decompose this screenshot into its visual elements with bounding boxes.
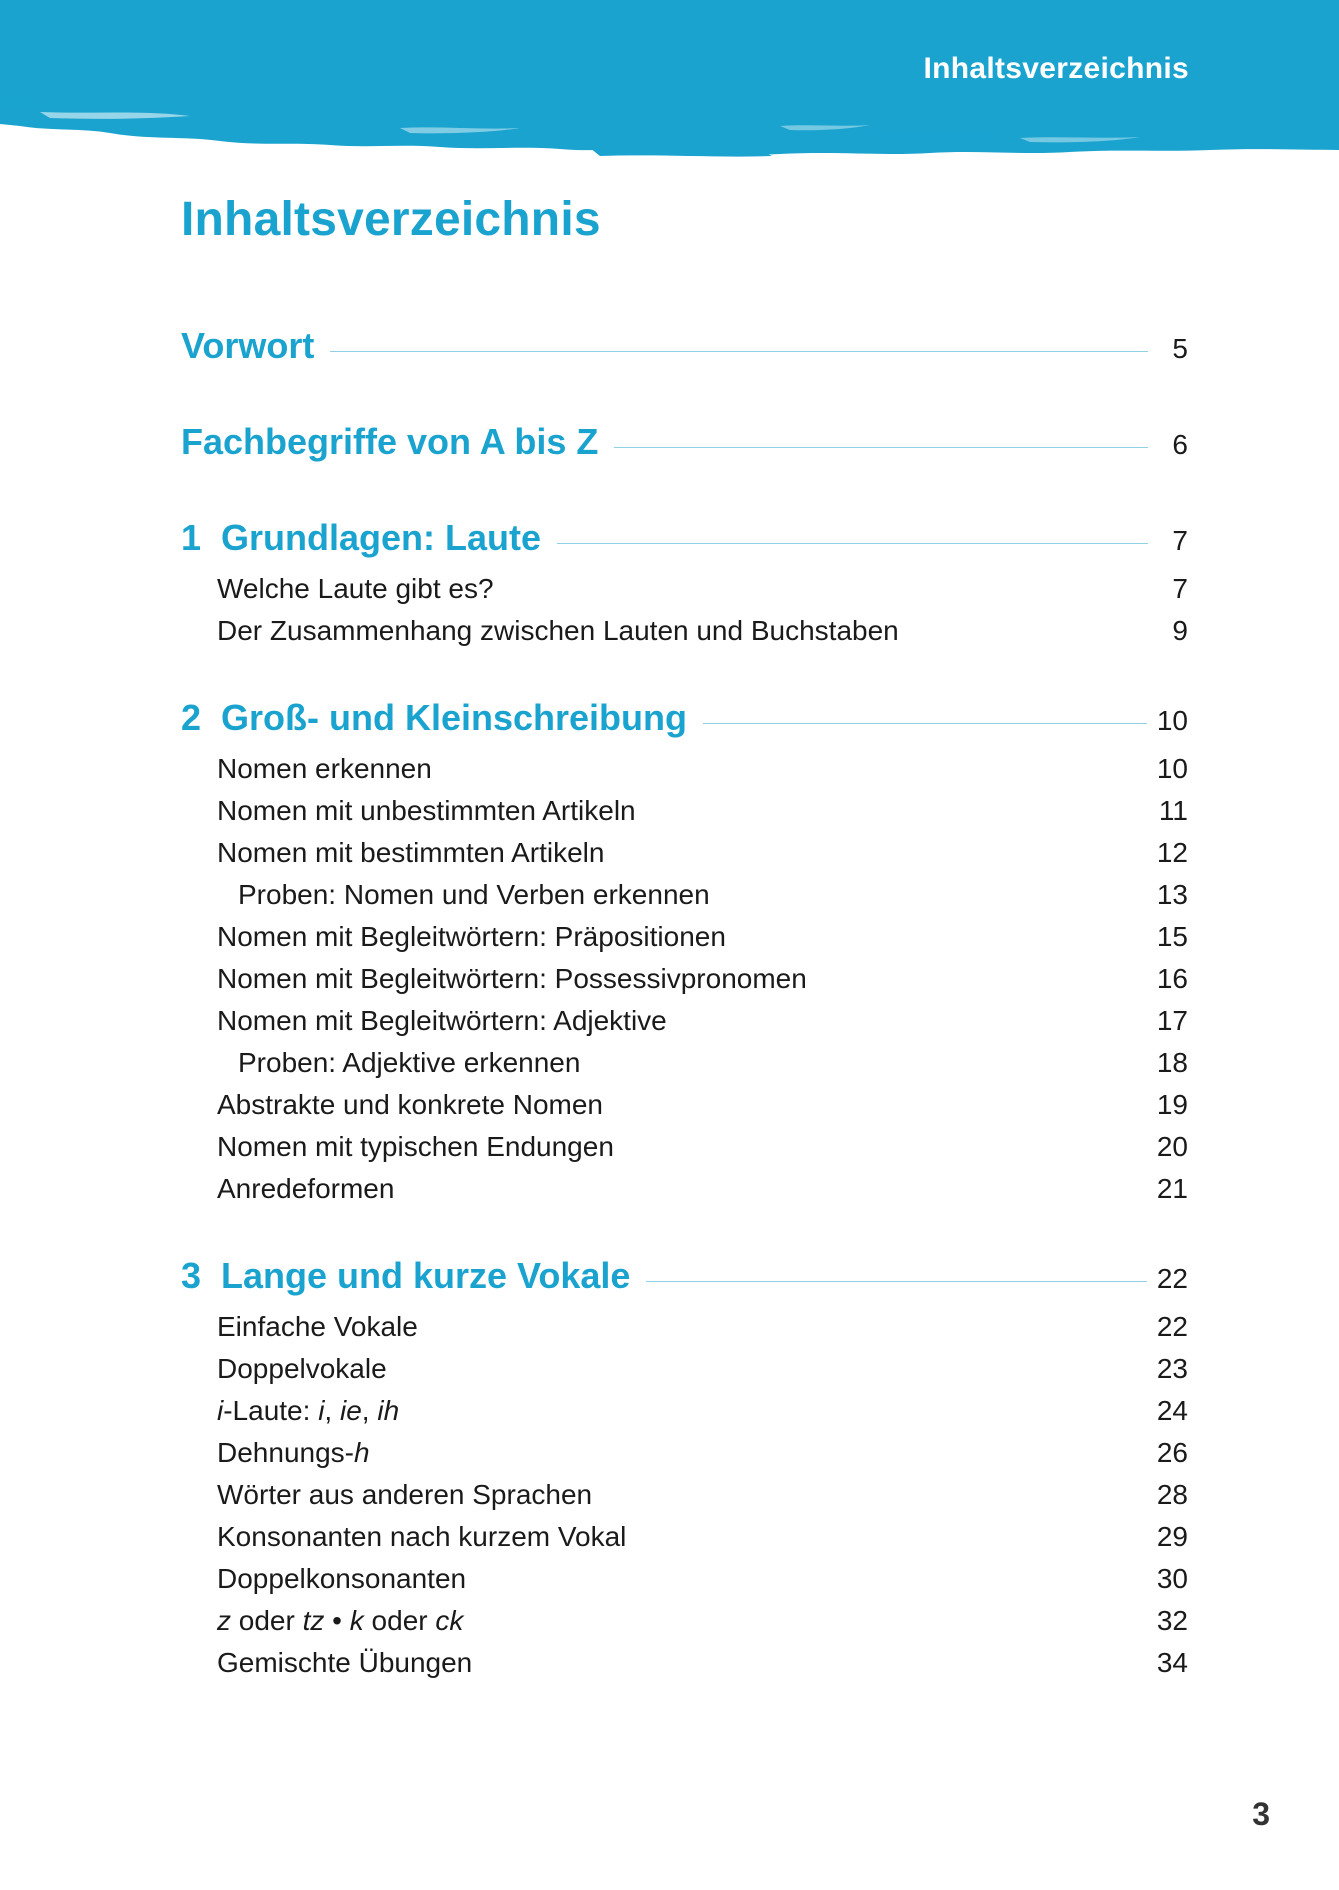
chapter-page: 22	[1156, 1263, 1188, 1294]
toc-item-page: 21	[1156, 1173, 1188, 1204]
toc-item-label: Gemischte Übungen	[217, 1647, 473, 1678]
toc-item-page: 24	[1156, 1395, 1188, 1426]
toc-item-page: 26	[1156, 1437, 1188, 1468]
toc-item[interactable]	[181, 1479, 1188, 1521]
toc-item-label: Nomen mit Begleitwörtern: Adjektive	[217, 1005, 667, 1036]
toc-item-label: Nomen mit unbestimmten Artikeln	[217, 795, 636, 826]
toc-item[interactable]	[181, 1131, 1188, 1173]
chapter-page: 10	[1156, 705, 1188, 736]
label-part: oder	[231, 1605, 303, 1636]
toc-item-label	[217, 1437, 1157, 1469]
toc-item-label	[217, 1605, 1157, 1637]
chapter-page: 7	[1172, 525, 1188, 556]
toc-item-label: Nomen mit bestimmten Artikeln	[217, 837, 605, 868]
label-italic-part: k	[349, 1605, 364, 1636]
chapter-title: Groß- und Kleinschreibung	[221, 697, 687, 738]
toc-item-label: Nomen mit typischen Endungen	[217, 1131, 614, 1162]
toc-item-page: 28	[1156, 1479, 1188, 1510]
toc-item-label: Proben: Adjektive erkennen	[238, 1047, 581, 1078]
toc-item-page: 18	[1156, 1047, 1188, 1078]
label-part: -Laute:	[223, 1395, 319, 1426]
toc-item-label: Doppelkonsonanten	[217, 1563, 467, 1594]
toc-item[interactable]	[181, 1311, 1188, 1353]
toc-item-page: 17	[1156, 1005, 1188, 1036]
toc-item-label: Der Zusammenhang zwischen Lauten und Buchstaben	[217, 615, 899, 646]
leader-line	[703, 723, 1147, 724]
toc-entry-label: Fachbegriffe von A bis Z	[181, 421, 599, 462]
toc-item[interactable]	[181, 1173, 1188, 1215]
toc-item-page: 34	[1156, 1647, 1188, 1678]
toc-subitem[interactable]	[181, 879, 1188, 921]
toc-item-page: 9	[1172, 615, 1188, 646]
toc-item[interactable]	[181, 615, 1188, 657]
toc-item-page: 19	[1156, 1089, 1188, 1120]
leader-line	[330, 351, 1148, 352]
running-header-title: Inhaltsverzeichnis	[923, 52, 1189, 85]
toc-item-label: Nomen mit Begleitwörtern: Präpositionen	[217, 921, 726, 952]
toc-item[interactable]	[181, 795, 1188, 837]
toc-item[interactable]	[181, 963, 1188, 1005]
chapter-number: 2	[181, 697, 202, 738]
toc-item-label: Doppelvokale	[217, 1353, 387, 1384]
label-part: ,	[361, 1395, 378, 1426]
toc-item-label: Proben: Nomen und Verben erkennen	[238, 879, 710, 910]
toc-entry-page: 6	[1172, 429, 1188, 460]
label-italic-part: i	[318, 1395, 325, 1426]
toc-item-page: 32	[1156, 1605, 1188, 1636]
toc-item[interactable]	[181, 1647, 1188, 1689]
label-italic-part: tz	[302, 1605, 325, 1636]
chapter-heading[interactable]	[181, 517, 1188, 573]
label-part: Dehnungs-	[217, 1437, 354, 1468]
toc-item[interactable]	[181, 1005, 1188, 1047]
chapter-number: 3	[181, 1255, 202, 1296]
toc-section-fachbegriffe	[181, 421, 1188, 477]
toc-item-page: 23	[1156, 1353, 1188, 1384]
page-number: 3	[1252, 1796, 1270, 1832]
toc-item[interactable]	[181, 1605, 1188, 1647]
table-of-contents	[181, 325, 1188, 1729]
toc-item-label	[217, 1395, 1157, 1427]
toc-item[interactable]	[181, 1395, 1188, 1437]
label-part: •	[324, 1605, 350, 1636]
toc-item-label: Einfache Vokale	[217, 1311, 418, 1342]
chapter-number: 1	[181, 517, 202, 558]
label-part: oder	[363, 1605, 436, 1636]
label-italic-part: ie	[339, 1395, 362, 1426]
toc-item[interactable]	[181, 1521, 1188, 1563]
toc-item-label: Wörter aus anderen Sprachen	[217, 1479, 593, 1510]
toc-item[interactable]	[181, 573, 1188, 615]
label-italic-part: h	[353, 1437, 370, 1468]
leader-line	[646, 1281, 1146, 1282]
chapter-heading[interactable]	[181, 697, 1188, 753]
toc-subitem[interactable]	[181, 1047, 1188, 1089]
toc-item-page: 30	[1156, 1563, 1188, 1594]
leader-line	[614, 447, 1148, 448]
toc-entry-vorwort[interactable]	[181, 325, 1188, 381]
toc-entry-fachbegriffe[interactable]	[181, 421, 1188, 477]
toc-item-page: 13	[1156, 879, 1188, 910]
toc-item[interactable]	[181, 837, 1188, 879]
toc-item-label: Konsonanten nach kurzem Vokal	[217, 1521, 627, 1552]
toc-item-page: 12	[1156, 837, 1188, 868]
toc-item[interactable]	[181, 1089, 1188, 1131]
chapter-title: Grundlagen: Laute	[221, 517, 542, 558]
toc-chapter-3	[181, 1255, 1188, 1689]
toc-item[interactable]	[181, 1353, 1188, 1395]
label-italic-part: ih	[377, 1395, 400, 1426]
toc-item-label: Nomen mit Begleitwörtern: Possessivpronomen	[217, 963, 807, 994]
header-banner	[0, 0, 1339, 170]
toc-entry-label: Vorwort	[181, 325, 315, 366]
toc-item-page: 16	[1156, 963, 1188, 994]
toc-item[interactable]	[181, 1563, 1188, 1605]
toc-chapter-2	[181, 697, 1188, 1215]
toc-item[interactable]	[181, 753, 1188, 795]
toc-item[interactable]	[181, 1437, 1188, 1479]
page-title: Inhaltsverzeichnis	[181, 193, 601, 246]
leader-line	[557, 543, 1148, 544]
toc-item-label: Nomen erkennen	[217, 753, 432, 784]
toc-item-label: Anredeformen	[217, 1173, 395, 1204]
toc-item-page: 20	[1156, 1131, 1188, 1162]
chapter-heading[interactable]	[181, 1255, 1188, 1311]
label-italic-part: ck	[435, 1605, 464, 1636]
toc-item-page: 11	[1158, 795, 1188, 826]
toc-item-page: 29	[1156, 1521, 1188, 1552]
toc-item-page: 10	[1156, 753, 1188, 784]
toc-item-label: Welche Laute gibt es?	[217, 573, 494, 604]
label-italic-part: z	[217, 1605, 231, 1636]
toc-item-label: Abstrakte und konkrete Nomen	[217, 1089, 603, 1120]
label-italic-part: i	[217, 1395, 224, 1426]
toc-item-page: 7	[1172, 573, 1188, 604]
toc-section-vorwort	[181, 325, 1188, 381]
toc-item-page: 15	[1156, 921, 1188, 952]
chapter-title: Lange und kurze Vokale	[221, 1255, 631, 1296]
toc-item-page: 22	[1156, 1311, 1188, 1342]
label-part: ,	[324, 1395, 340, 1426]
toc-entry-page: 5	[1172, 333, 1188, 364]
toc-chapter-1	[181, 517, 1188, 657]
toc-item[interactable]	[181, 921, 1188, 963]
